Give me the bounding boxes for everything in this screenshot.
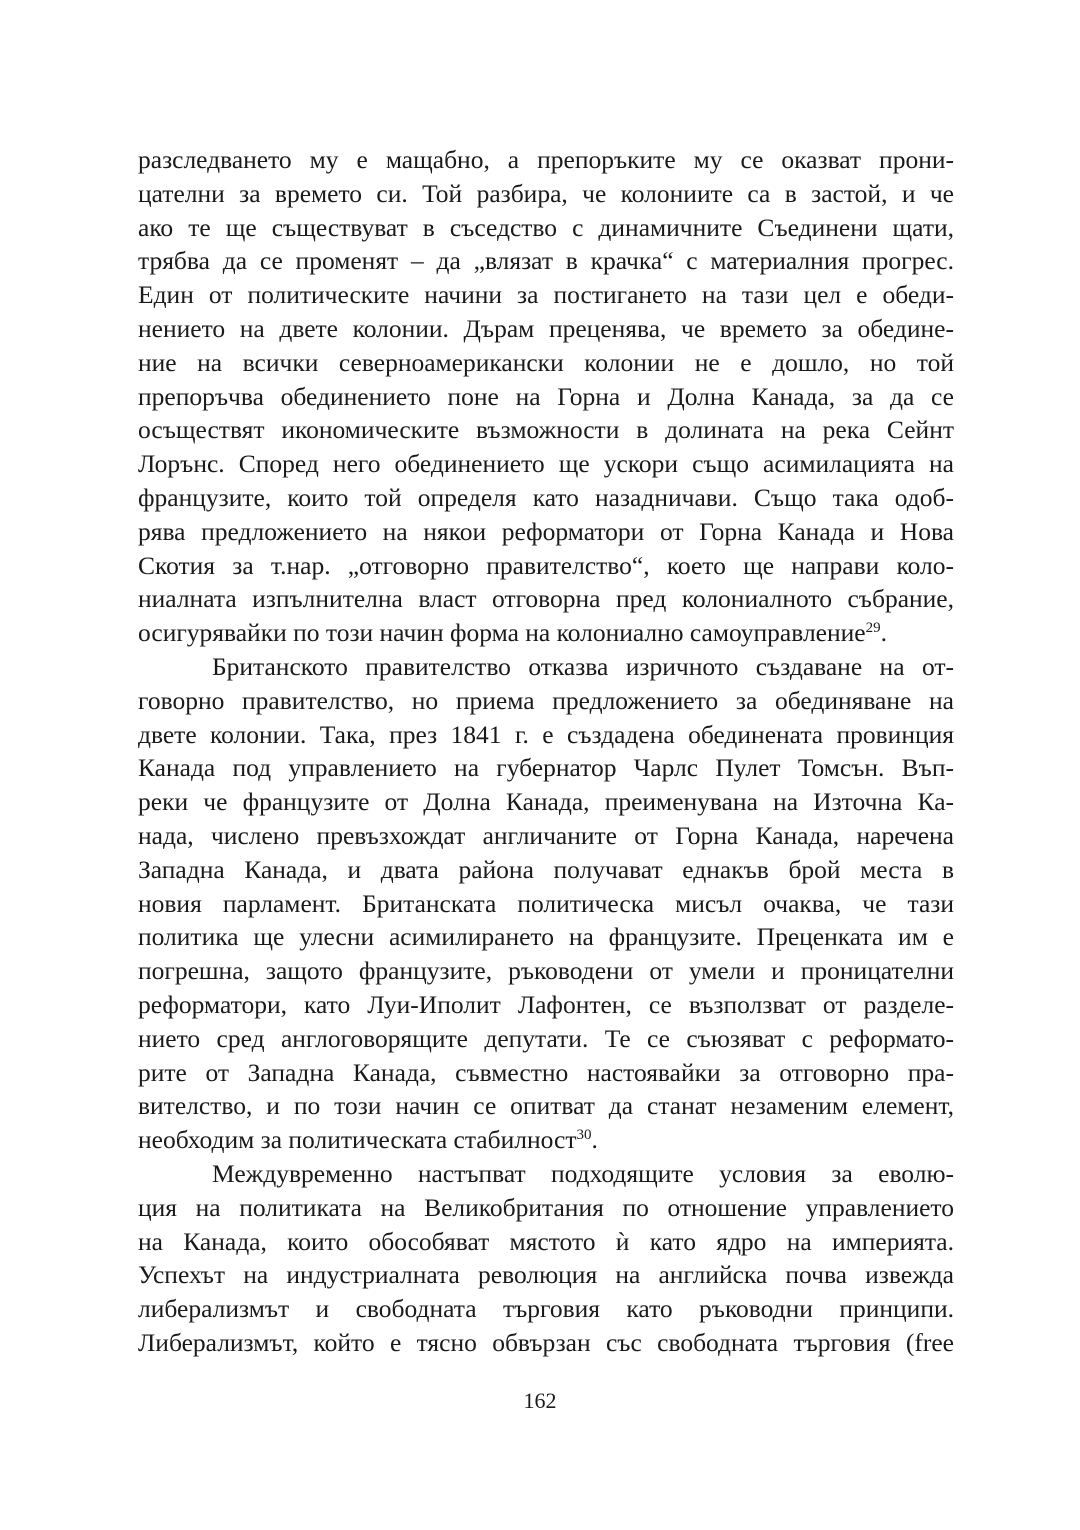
text-line: рява предложението на някои реформатори от Горна Канада и Нова xyxy=(138,516,954,546)
text-line-last xyxy=(138,1123,954,1157)
text-line: вителство, и по този начин се опитват да станат незаменим елемент, xyxy=(138,1091,954,1121)
text-line: двете колонии. Така, през 1841 г. е създадена обединената провинция xyxy=(138,719,954,749)
text-line: нада, числено превъзхождат англичаните от Горна Канада, наречена xyxy=(138,820,954,850)
text-line-content: необходим за политическата стабилност xyxy=(138,1125,577,1155)
text-line: французите, които той определя като назадничави. Също така одоб- xyxy=(138,482,954,512)
text-line: цателни за времето си. Той разбира, че колониите са в застой, и че xyxy=(138,178,954,208)
text-line: реформатори, като Луи-Иполит Лафонтен, се възползват от разделе- xyxy=(138,989,954,1019)
text-line: Скотия за т.нар. „отговорно правителство“, което ще направи коло- xyxy=(138,550,954,580)
footnote-marker[interactable]: 29 xyxy=(865,620,881,637)
text-line: Успехът на индустриалната революция на английска почва извежда xyxy=(138,1260,954,1290)
text-line: реки че французите от Долна Канада, преименувана на Източна Ка- xyxy=(138,787,954,817)
paragraph-2 xyxy=(138,650,954,1157)
text-line: Един от политическите начини за постигането на тази цел е обеди- xyxy=(138,280,954,310)
text-line: рите от Западна Канада, съвместно настоявайки за отговорно пра- xyxy=(138,1057,954,1087)
end-punctuation: . xyxy=(880,618,887,648)
text-line: ако те ще съществуват в съседство с динамичните Съединени щати, xyxy=(138,212,954,242)
text-line: либерализмът и свободната търговия като ръководни принципи. xyxy=(138,1294,954,1324)
text-line: погрешна, защото французите, ръководени от умели и проницателни xyxy=(138,956,954,986)
page-number: 162 xyxy=(523,1388,557,1413)
text-line: Либерализмът, който е тясно обвързан със свободната търговия (free xyxy=(138,1327,954,1357)
text-line-first: Британското правителство отказва изричното създаване на от- xyxy=(212,651,954,681)
text-line: ция на политиката на Великобритания по отношение управлението xyxy=(138,1192,954,1222)
text-line: нието сред англоговорящите депутати. Те се съюзяват с реформато- xyxy=(138,1023,954,1053)
text-line-last xyxy=(138,616,954,650)
text-line: Канада под управлението на губернатор Чарлс Пулет Томсън. Въп- xyxy=(138,753,954,783)
text-line-first: Междувременно настъпват подходящите условия за еволю- xyxy=(212,1158,954,1188)
text-line: осъществят икономическите възможности в долината на река Сейнт xyxy=(138,415,954,445)
paragraph-1 xyxy=(138,143,954,650)
text-line: новия парламент. Британската политическа мисъл очаква, че тази xyxy=(138,888,954,918)
text-line: говорно правителство, но приема предложението за обединяване на xyxy=(138,685,954,715)
text-line: политика ще улесни асимилирането на французите. Преценката им е xyxy=(138,922,954,952)
text-line: препоръчва обединението поне на Горна и Долна Канада, за да се xyxy=(138,381,954,411)
text-line: трябва да се променят – да „влязат в крачка“ с материалния прогрес. xyxy=(138,246,954,276)
text-line: разследването му е мащабно, а препоръките му се оказват прони- xyxy=(138,145,954,174)
body-text xyxy=(138,143,954,1360)
end-punctuation: . xyxy=(591,1125,598,1155)
text-line-content: осигурявайки по този начин форма на колониално самоуправление xyxy=(138,618,866,648)
text-line: ниалната изпълнителна власт отговорна пред колониалното събрание, xyxy=(138,584,954,614)
footnote-marker[interactable]: 30 xyxy=(576,1127,592,1144)
text-line: Западна Канада, и двата района получават еднакъв брой места в xyxy=(138,854,954,884)
text-line: Лорънс. Според него обединението ще ускори също асимилацията на xyxy=(138,449,954,479)
text-line: нението на двете колонии. Дърам преценява, че времето за обедине- xyxy=(138,313,954,343)
text-line: на Канада, които обособяват мястото ѝ като ядро на империята. xyxy=(138,1226,954,1256)
paragraph-3 xyxy=(138,1157,954,1360)
text-line: ние на всички северноамерикански колонии не е дошло, но той xyxy=(138,347,954,377)
